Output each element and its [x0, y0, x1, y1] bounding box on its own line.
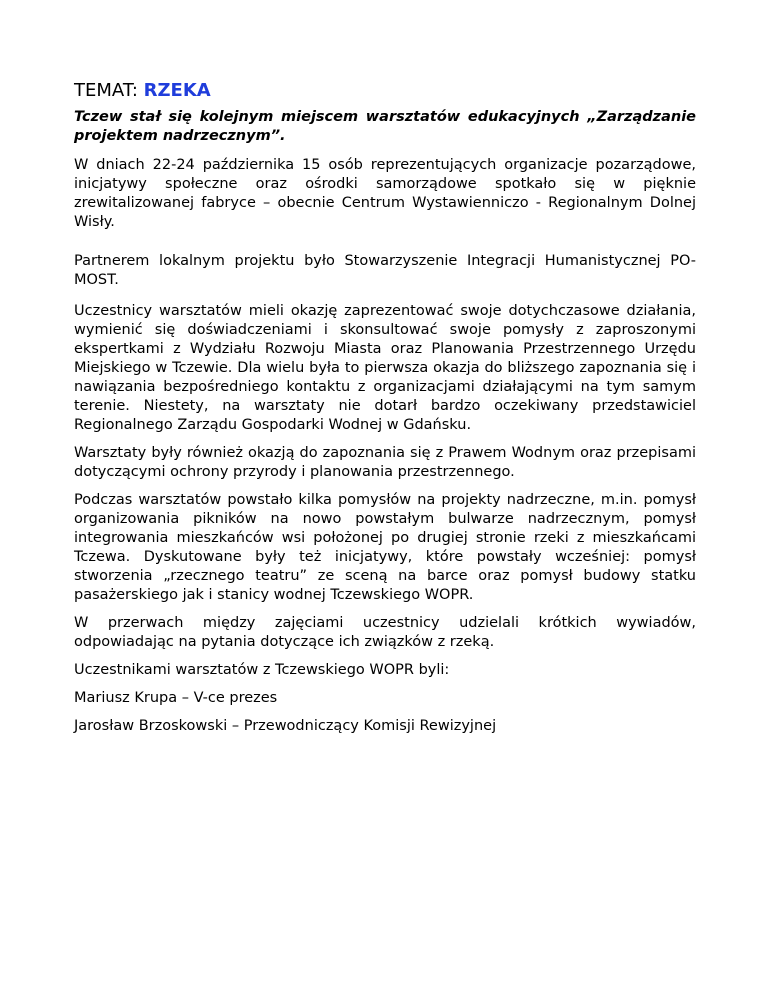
participant-brzoskowski: Jarosław Brzoskowski – Przewodniczący Komisji Rewizyjnej	[74, 718, 497, 734]
paragraph-participants: Uczestnicy warsztatów mieli okazję zaprezentować swoje dotychczasowe działania, wymienić się doświadczeniami i skonsultować swoje pomysły z zaproszonymi ekspertkami z Wydziału Rozwoju Miasta oraz Planowania Przestrzennego Urzędu Miejskiego w Tczewie. Dla wielu była to pierwsza okazja do bliższego zapoznania się i nawiązania bezpośredniego kontaktu z organizacjami działającymi na tym samym terenie. Niestety, na warsztaty nie dotarł bardzo oczekiwany przedstawiciel Regionalnego Zarządu Gospodarki Wodnej w Gdańsku.	[74, 303, 696, 433]
document-heading	[74, 78, 696, 104]
paragraph-interviews: W przerwach między zajęciami uczestnicy udzielali krótkich wywiadów, odpowiadając na pytania dotyczące ich związków z rzeką.	[74, 615, 696, 650]
paragraph-project-ideas: Podczas warsztatów powstało kilka pomysłów na projekty nadrzeczne, m.in. pomysł organizowania pikników na nowo powstałym bulwarze nadrzecznym, pomysł integrowania mieszkańców wsi położonej po drugiej stronie rzeki z mieszkańcami Tczewa. Dyskutowane były też inicjatywy, które powstały wcześniej: pomysł stworzenia „rzecznego teatru” ze sceną na barce oraz pomysł budowy statku pasażerskiego jak i stanicy wodnej Tczewskiego WOPR.	[74, 492, 696, 603]
heading-topic: RZEKA	[143, 80, 211, 101]
document-page	[74, 78, 696, 736]
heading-label: TEMAT:	[74, 80, 144, 101]
paragraph-local-partner: Partnerem lokalnym projektu było Stowarzyszenie Integracji Humanistycznej PO-MOST.	[74, 253, 696, 288]
paragraph-workshop-dates: W dniach 22-24 października 15 osób reprezentujących organizacje pozarządowe, inicjatywy społeczne oraz ośrodki samorządowe spotkało się w pięknie zrewitalizowanej fabryce – obecnie Centrum Wystawienniczo - Regionalnym Dolnej Wisły.	[74, 157, 696, 230]
article-subtitle: Tczew stał się kolejnym miejscem warsztatów edukacyjnych „Zarządzanie projektem nadrzecznym”.	[74, 109, 696, 144]
participant-krupa: Mariusz Krupa – V-ce prezes	[74, 690, 278, 706]
paragraph-wopr-participants: Uczestnikami warsztatów z Tczewskiego WOPR byli:	[74, 662, 450, 678]
paragraph-water-law: Warsztaty były również okazją do zapoznania się z Prawem Wodnym oraz przepisami dotyczącymi ochrony przyrody i planowania przestrzennego.	[74, 445, 696, 480]
